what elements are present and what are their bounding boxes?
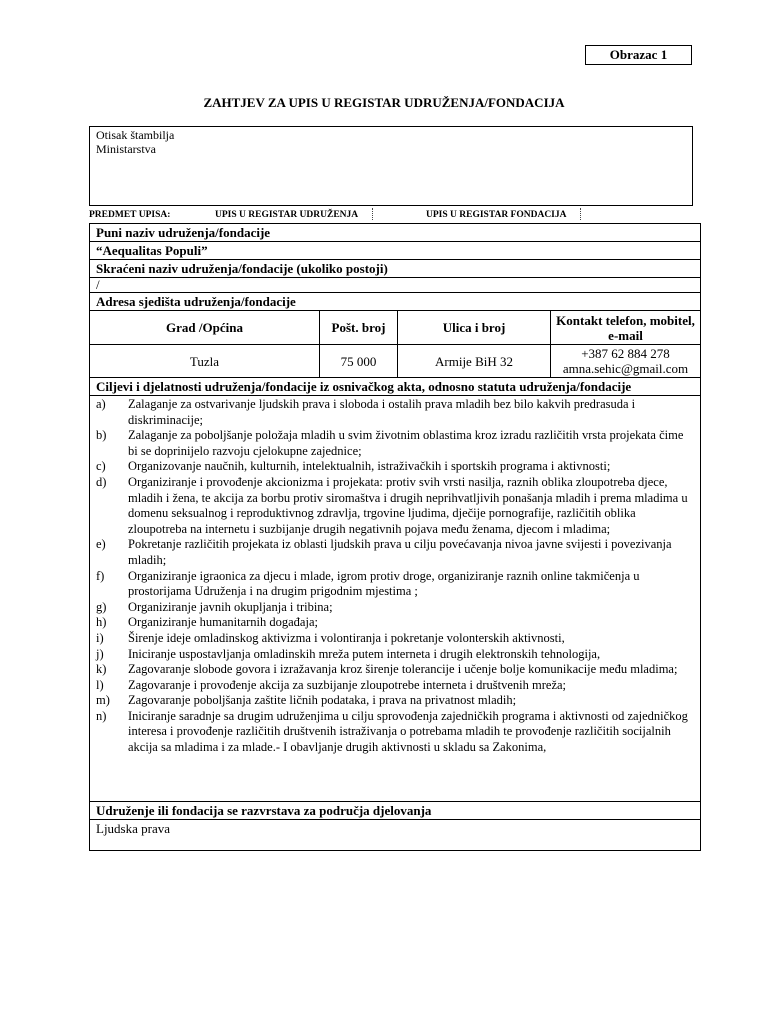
phone-value: +387 62 884 278 [581, 346, 670, 361]
stamp-label-line1: Otisak štambilja [96, 128, 175, 142]
goal-item [96, 709, 696, 756]
goal-item [96, 428, 696, 459]
address-label: Adresa sjedišta udruženja/fondacije [90, 293, 700, 311]
goal-item [96, 631, 696, 647]
contact-header: Kontakt telefon, mobitel, e-mail [556, 312, 695, 343]
goal-text: Zalaganje za poboljšanje položaja mladih u svim životnim oblastima kroz izradu različitih vrsta projekata čime bi se doprinijelo razvoju cjelokupne zajednice; [128, 428, 684, 458]
short-name-label: Skraćeni naziv udruženja/fondacije (ukoliko postoji) [90, 260, 700, 278]
goal-item [96, 678, 696, 694]
city-value[interactable]: Tuzla [90, 345, 320, 377]
goal-letter: k) [96, 662, 107, 677]
goal-text: Organiziranje javnih okupljanja i tribina; [128, 599, 333, 614]
goal-letter: m) [96, 693, 110, 708]
postal-value[interactable]: 75 000 [320, 345, 398, 377]
address-header-row [90, 311, 700, 345]
goal-text: Pokretanje različitih projekata iz oblasti ljudskih prava u cilju povećavanja nivoa javne svijesti i povezivanja mladih; [128, 537, 672, 567]
form-number-label: Obrazac 1 [585, 45, 692, 65]
goals-label: Ciljevi i djelatnosti udruženja/fondacije iz osnivačkog akta, odnosno statuta udruženja/fondacije [90, 378, 700, 396]
contact-value[interactable] [551, 345, 700, 377]
goal-text: Zagovaranje slobode govora i izražavanja kroz širenje tolerancije i učenje bolje komunikacije među mladima; [128, 662, 678, 677]
goal-item [96, 459, 696, 475]
goal-letter: a) [96, 397, 106, 411]
option-register-association[interactable]: UPIS U REGISTAR UDRUŽENJA [215, 210, 359, 220]
goal-letter: h) [96, 615, 107, 630]
goal-text: Zalaganje za ostvarivanje ljudskih prava i sloboda i ostalih prava mladih bez bilo kakvih predrasuda i diskriminacije; [128, 397, 636, 427]
goal-item [96, 537, 696, 568]
ministry-stamp-box [89, 126, 693, 206]
goal-text: Širenje ideje omladinskog aktivizma i volontiranja i pokretanje volonterskih aktivnosti, [128, 630, 565, 645]
goal-item [96, 693, 696, 709]
street-value[interactable]: Armije BiH 32 [398, 345, 551, 377]
goal-letter: d) [96, 474, 107, 489]
checkbox-association[interactable] [372, 208, 373, 220]
checkbox-foundation[interactable] [580, 208, 581, 220]
goal-item [96, 662, 696, 678]
postal-header: Pošt. broj [320, 311, 398, 344]
address-value-row [90, 345, 700, 378]
option-register-foundation[interactable]: UPIS U REGISTAR FONDACIJA [426, 210, 567, 220]
street-header: Ulica i broj [398, 311, 551, 344]
stamp-label-line2: Ministarstva [96, 142, 156, 156]
goal-text: Organiziranje igraonica za djecu i mlade, igrom protiv droge, organiziranje raznih online takmičenja u prostorijama Udruženja i na drugim prigodnim mjestima ; [128, 568, 640, 599]
goal-letter: i) [96, 630, 104, 645]
full-name-value[interactable]: “Aequalitas Populi” [90, 242, 700, 260]
predmet-upisa-label: PREDMET UPISA: [89, 210, 171, 220]
goal-text: Organiziranje i provođenje akcionizma i projekata: protiv svih vrsti nasilja, raznih oblika zloupotreba djece, mladih i žena, te akcija za borbu protiv siromaštva i drugih neprihvatljivih ponašanja mladih i prema mladima u domenu seksualnog i reproduktivnog zdravlja, trgovine ljudima, dječije pornografije, različitih oblika zloupotreba na internetu i suzbijanje drugih negativnih pojava među ženama, djecom i mladima; [128, 474, 688, 536]
goal-text: Zagovaranje i provođenje akcija za suzbijanje zloupotrebe interneta i društvenih mreža; [128, 677, 567, 692]
goal-text: Zagovaranje poboljšanja zaštite ličnih podataka, i prava na privatnost mladih; [128, 693, 517, 708]
goal-text: Organizovanje naučnih, kulturnih, intelektualnih, istraživačkih i sportskih programa i aktivnosti; [128, 459, 611, 474]
areas-label: Udruženje ili fondacija se razvrstava za područja djelovanja [90, 802, 700, 820]
goal-letter: n) [96, 708, 107, 723]
goal-text: Iniciranje uspostavljanja omladinskih mreža putem interneta i drugih elektronskih tehnologija, [128, 646, 601, 661]
areas-value[interactable]: Ljudska prava [96, 821, 171, 836]
goal-item [96, 569, 696, 600]
application-form-table [89, 223, 701, 851]
full-name-label: Puni naziv udruženja/fondacije [90, 224, 700, 242]
goal-letter: g) [96, 599, 107, 614]
goal-item [96, 397, 696, 428]
goal-item [96, 475, 696, 537]
email-value: amna.sehic@gmail.com [562, 361, 689, 376]
city-header: Grad /Općina [90, 311, 320, 344]
goals-list[interactable] [90, 396, 700, 802]
goal-item [96, 647, 696, 663]
goal-letter: e) [96, 537, 106, 552]
short-name-value[interactable]: / [90, 278, 700, 293]
goal-letter: f) [96, 568, 105, 583]
goal-letter: c) [96, 459, 106, 474]
goal-item [96, 615, 696, 631]
goal-text: Organiziranje humanitarnih događaja; [128, 615, 318, 630]
goal-item [96, 600, 696, 616]
goal-letter: b) [96, 428, 107, 443]
goal-text: Iniciranje saradnje sa drugim udruženjima u cilju sprovođenja zajedničkih programa i aktivnosti od zajedničkog interesa i provođenje različitih društvenih istraživanja o potrebama mladih te provođenje različitih socijalnih akcija sa mladima i za mlade.- I obavljanje drugih aktivnosti u skladu sa Zakonima, [128, 708, 688, 755]
page-title: ZAHTJEV ZA UPIS U REGISTAR UDRUŽENJA/FONDACIJA [203, 95, 565, 110]
goal-letter: l) [96, 677, 104, 692]
goal-letter: j) [96, 646, 104, 661]
